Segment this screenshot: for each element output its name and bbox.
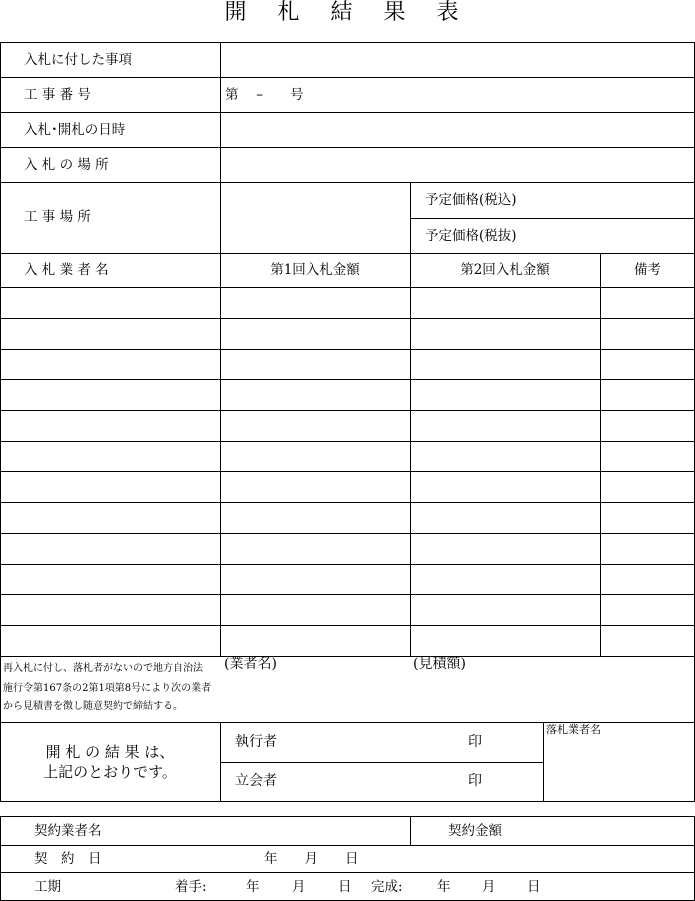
- row-divider: [0, 379, 695, 380]
- row-divider: [0, 502, 695, 503]
- seal-mark: 印: [468, 734, 482, 750]
- row-divider: [410, 218, 695, 219]
- row-divider: [0, 533, 695, 534]
- contractor-label: 契約業者名: [34, 823, 102, 839]
- col-bid2-header: 第2回入札金額: [460, 262, 550, 278]
- contract-amount-label: 契約金額: [448, 823, 502, 839]
- result-message-line: 上記のとおりです。: [43, 763, 177, 781]
- column-divider: [410, 816, 411, 845]
- label-bidder: 入 札 業 者 名: [24, 262, 109, 278]
- row-divider: [0, 318, 695, 319]
- price-inc-label: 予定価格(税込): [425, 192, 517, 208]
- column-divider: [220, 42, 221, 656]
- label-site: 工 事 場 所: [24, 209, 91, 225]
- row-divider: [0, 594, 695, 595]
- complete-label: 完成:: [371, 879, 403, 895]
- seal-mark: 印: [468, 773, 482, 789]
- period-label: 工期: [34, 879, 61, 895]
- row-divider: [0, 410, 695, 411]
- label-subject: 入札に付した事項: [24, 52, 132, 68]
- col-note-header: 備考: [634, 262, 661, 278]
- note-line: 施行令第167条の2第1項第8号により次の業者: [3, 683, 212, 694]
- row-divider: [0, 147, 695, 148]
- complete-year: 年: [437, 879, 451, 895]
- estimate-label: (見積額): [413, 656, 466, 672]
- column-divider: [600, 253, 601, 656]
- label-date: 入札･開札の日時: [24, 122, 126, 138]
- start-month: 月: [292, 879, 306, 895]
- label-project-no: 工 事 番 号: [24, 87, 91, 103]
- winner-label: 落札業者名: [546, 723, 601, 736]
- complete-day: 日: [527, 879, 541, 895]
- contract-date-value: 年 月 日: [264, 851, 359, 867]
- row-divider: [0, 845, 695, 846]
- start-year: 年: [246, 879, 260, 895]
- row-divider: [0, 564, 695, 565]
- row-divider: [0, 625, 695, 626]
- contract-date-label: 契 約 日: [34, 851, 102, 867]
- row-divider: [0, 471, 695, 472]
- row-divider: [0, 112, 695, 113]
- note-line: 再入札に付し、落札者がないので地方自治法: [3, 663, 203, 674]
- row-divider: [0, 182, 695, 183]
- witness-label: 立会者: [235, 773, 277, 789]
- complete-month: 月: [482, 879, 496, 895]
- executor-label: 執行者: [235, 734, 277, 750]
- result-message-line: 開 札 の 結 果 は、: [45, 743, 175, 761]
- row-divider: [0, 872, 695, 873]
- start-day: 日: [338, 879, 352, 895]
- column-divider: [410, 182, 411, 656]
- column-divider: [543, 722, 544, 802]
- column-divider: [220, 722, 221, 802]
- row-divider: [0, 253, 695, 254]
- page-title: 開 札 結 果 表: [224, 0, 471, 25]
- note-line: から見積書を徴し随意契約で締結する。: [3, 701, 183, 712]
- row-divider: [220, 762, 543, 763]
- row-divider: [0, 349, 695, 350]
- project-no-value: 第 – 号: [225, 87, 304, 103]
- row-divider: [0, 441, 695, 442]
- label-place: 入 札 の 場 所: [24, 157, 109, 173]
- start-label: 着手:: [175, 879, 207, 895]
- row-divider: [0, 77, 695, 78]
- price-exc-label: 予定価格(税抜): [425, 228, 517, 244]
- col-bid1-header: 第1回入札金額: [270, 262, 360, 278]
- row-divider: [0, 656, 695, 657]
- row-divider: [0, 287, 695, 288]
- vendor-label: (業者名): [224, 656, 277, 672]
